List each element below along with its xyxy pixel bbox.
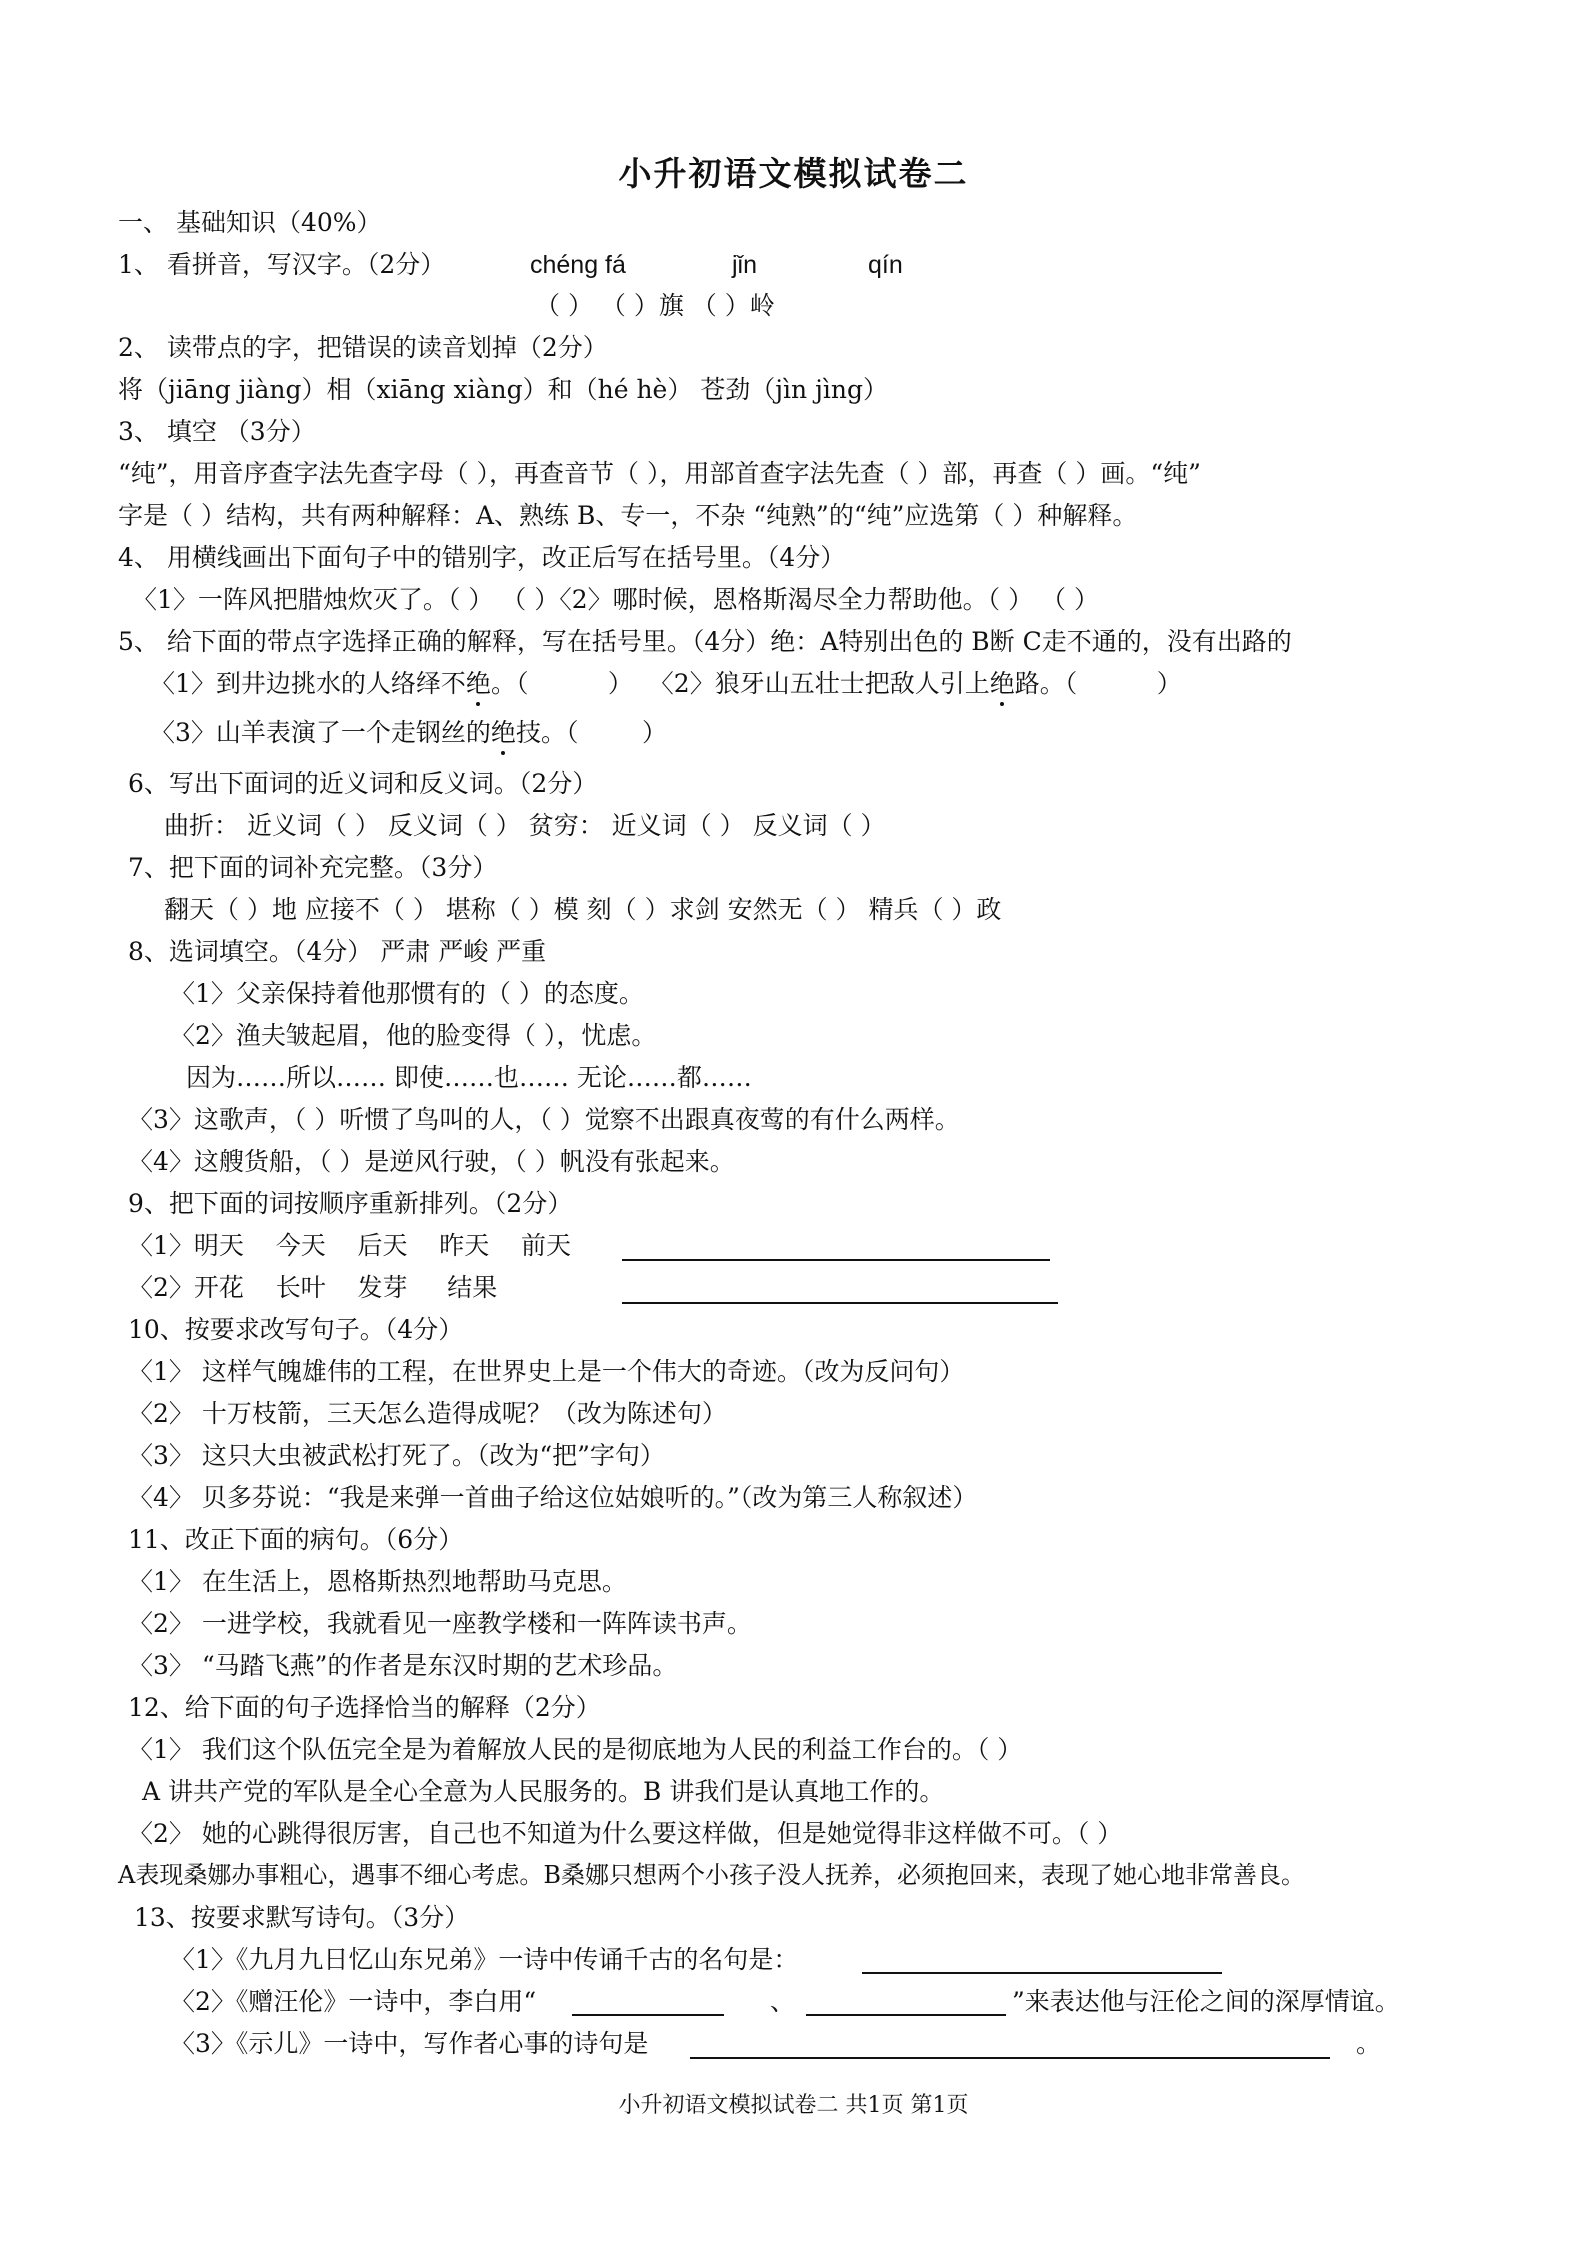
question-4-heading: 4、 用横线画出下面句子中的错别字，改正后写在括号里。（4分） [118,543,846,572]
question-12-line-1: 〈1〉 我们这个队伍完全是为着解放人民的是彻底地为人民的利益工作台的。（ ） [128,1735,1023,1764]
question-3-line-1: “纯”，用音序查字法先查字母（ ），再查音节（ ），用部首查字法先查（ ）部，再查（ ）画。“纯” [118,459,1201,488]
question-10-line-1: 〈1〉 这样气魄雄伟的工程，在世界史上是一个伟大的奇迹。（改为反问句） [128,1357,965,1386]
q13-text: 〈1〉《九月九日忆山东兄弟》一诗中传诵千古的名句是： [170,1945,799,1974]
question-13-line-1 [170,1945,798,1975]
question-5-line-1 [150,669,1182,699]
question-2-heading: 2、 读带点的字，把错误的读音划掉（2分） [118,333,608,362]
question-1-blanks: （ ） （ ）旗 （ ）岭 [535,291,775,320]
question-10-line-4: 〈4〉 贝多芬说：“我是来弹一首曲子给这位姑娘听的。”（改为第三人称叙述） [128,1483,978,1512]
question-8-line-1: 〈1〉父亲保持着他那惯有的（ ）的态度。 [170,979,644,1008]
question-2-line: 将（jiāng jiàng）相（xiāng xiàng）和（hé hè） 苍劲（jìn jìng） [118,375,888,404]
question-11-line-1: 〈1〉 在生活上，恩格斯热烈地帮助马克思。 [128,1567,627,1596]
question-9-line-2 [128,1273,497,1303]
question-6-line-1: 曲折： 近义词（ ） 反义词（ ） 贫穷： 近义词（ ） 反义词（ ） [164,811,886,840]
question-3-heading: 3、 填空 （3分） [118,417,316,446]
q5-text: 〈1〉到井边挑水的人络绎不 [150,669,466,698]
question-8-line-4: 〈4〉这艘货船，（ ）是逆风行驶，（ ）帆没有张起来。 [128,1147,735,1176]
q13-text: 〈3〉《示儿》一诗中，写作者心事的诗句是 [170,2029,649,2058]
answer-underline [806,2013,1006,2016]
dotted-char: 绝 [490,718,516,747]
question-6-heading: 6、写出下面词的近义词和反义词。（2分） [128,769,598,798]
question-11-heading: 11、改正下面的病句。（6分） [128,1525,464,1554]
question-8-heading: 8、选词填空。（4分） 严肃 严峻 严重 [128,937,547,966]
q5-text: 。（ ） 〈2〉狼牙山五壮士把敌人引上 [490,669,990,698]
question-10-heading: 10、按要求改写句子。（4分） [128,1315,464,1344]
question-10-line-2: 〈2〉 十万枝箭，三天怎么造得成呢？（改为陈述句） [128,1399,727,1428]
question-12-line-4: A表现桑娜办事粗心，遇事不细心考虑。B桑娜只想两个小孩子没人抚养，必须抱回来，表现了她心地非常善良。 [118,1861,1305,1889]
question-1 [118,250,445,280]
question-8-line-3: 〈3〉这歌声，（ ）听惯了鸟叫的人，（ ）觉察不出跟真夜莺的有什么两样。 [128,1105,960,1134]
section-heading: 一、 基础知识（40%） [118,208,382,237]
question-8-line-2: 〈2〉渔夫皱起眉，他的脸变得（ ），忧虑。 [170,1021,657,1050]
dotted-char: 绝 [989,669,1015,698]
question-12-heading: 12、给下面的句子选择恰当的解释（2分） [128,1693,601,1722]
question-8-word-options: 因为……所以…… 即使……也…… 无论……都…… [186,1063,752,1092]
question-11-line-3: 〈3〉 “马踏飞燕”的作者是东汉时期的艺术珍品。 [128,1651,678,1680]
dotted-char: 绝 [465,669,491,698]
question-13-line-3 [170,2029,648,2059]
question-10-line-3: 〈3〉 这只大虫被武松打死了。（改为“把”字句） [128,1441,665,1470]
answer-underline [572,2013,724,2016]
question-13-heading: 13、按要求默写诗句。（3分） [134,1903,470,1932]
q5-text: 技。（ ） [515,718,668,747]
q13-separator: 、 [770,1987,796,2016]
q9-words: 〈1〉明天 今天 后天 昨天 前天 [128,1231,572,1260]
pinyin-2: jǐn [732,251,758,279]
q13-text: 〈2〉《赠汪伦》一诗中，李白用“ [170,1987,537,2016]
question-5-heading: 5、 给下面的带点字选择正确的解释，写在括号里。（4分）绝：A特别出色的 B断 C走不通的，没有出路的 [118,627,1292,656]
pinyin-1: chéng fá [530,251,626,279]
q13-period: 。 [1356,2029,1382,2058]
answer-underline [862,1971,1222,1974]
page-title: 小升初语文模拟试卷二 [618,154,969,193]
q5-text: 〈3〉山羊表演了一个走钢丝的 [150,718,491,747]
q9-words: 〈2〉开花 长叶 发芽 结果 [128,1273,498,1302]
question-9-line-1 [128,1231,571,1261]
answer-underline [690,2056,1330,2059]
pinyin-3: qín [868,251,903,279]
question-13-line-2 [170,1987,536,2017]
question-5-line-2 [150,718,667,748]
question-11-line-2: 〈2〉 一进学校，我就看见一座教学楼和一阵阵读书声。 [128,1609,752,1638]
question-7-line-1: 翻天（ ）地 应接不（ ） 堪称（ ）模 刻（ ）求剑 安然无（ ） 精兵（ ）政 [164,895,1002,924]
question-12-line-2: A 讲共产党的军队是全心全意为人民服务的。B 讲我们是认真地工作的。 [142,1777,945,1806]
question-4-line-1: 〈1〉一阵风把腊烛炊灭了。（ ） （ ）〈2〉哪时候，恩格斯渴尽全力帮助他。（ ） （ ） [132,585,1099,614]
page-footer: 小升初语文模拟试卷二 共1页 第1页 [618,2093,969,2118]
q5-text: 路。（ ） [1014,669,1182,698]
answer-underline [622,1301,1058,1304]
question-7-heading: 7、把下面的词补充完整。（3分） [128,853,498,882]
question-9-heading: 9、把下面的词按顺序重新排列。（2分） [128,1189,573,1218]
answer-underline [622,1258,1050,1261]
q13-text: ”来表达他与汪伦之间的深厚情谊。 [1012,1987,1400,2016]
question-3-line-2: 字是（ ）结构，共有两种解释：A、熟练 B、专一，不杂 “纯熟”的“纯”应选第（ ）种解释。 [118,501,1138,530]
question-1-heading: 1、 看拼音，写汉字。（2分） [118,250,446,279]
question-12-line-3: 〈2〉 她的心跳得很厉害，自己也不知道为什么要这样做，但是她觉得非这样做不可。（ ） [128,1819,1123,1848]
